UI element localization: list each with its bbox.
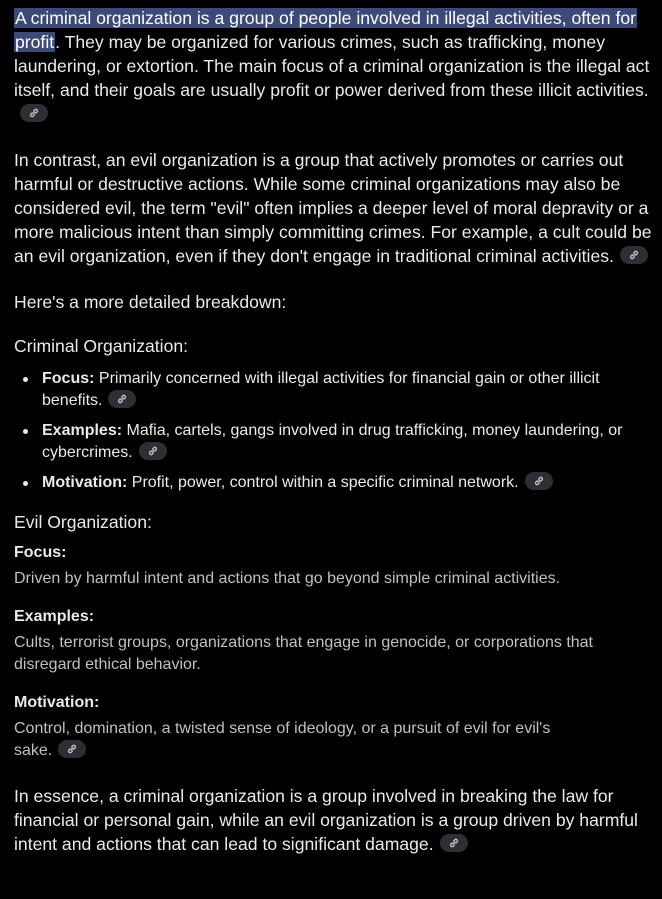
response-body <box>14 6 654 856</box>
link-icon <box>66 743 78 755</box>
source-link-button[interactable] <box>525 472 553 490</box>
evil-focus-label: Focus: <box>14 544 67 561</box>
item-text: Profit, power, control within a specific criminal network. <box>127 474 519 491</box>
item-label: Examples: <box>42 422 123 439</box>
evil-focus-text: Driven by harmful intent and actions that go beyond simple criminal activities. <box>14 570 561 587</box>
evil-examples-text: Cults, terrorist groups, organizations that engage in genocide, or corporations that disregard ethical behavior. <box>14 634 593 673</box>
highlighted-text: A criminal organization is a group of people involved in illegal activities, often for profit <box>15 8 637 52</box>
evil-motivation-label: Motivation: <box>14 694 100 711</box>
item-text: Primarily concerned with illegal activities for financial gain or other illicit benefits. <box>42 370 600 409</box>
source-link-button[interactable] <box>20 104 48 122</box>
evil-motivation-text: Control, domination, a twisted sense of ideology, or a pursuit of evil for evil's sake. <box>14 720 551 759</box>
source-link-button[interactable] <box>440 834 468 852</box>
link-icon <box>628 249 640 261</box>
criminal-heading: Criminal Organization: <box>14 336 189 356</box>
item-label: Motivation: <box>42 474 128 491</box>
intro-text: . They may be organized for various crimes, such as trafficking, money laundering, or extortion. The main focus of a criminal organization is the illegal act itself, and their goals are usually profit or power derived from these illicit activities. <box>14 32 650 100</box>
link-icon <box>533 475 545 487</box>
evil-examples-label: Examples: <box>14 608 95 625</box>
link-icon <box>28 107 40 119</box>
link-icon <box>448 837 460 849</box>
list-item <box>14 472 654 494</box>
link-icon <box>116 393 128 405</box>
contrast-paragraph <box>14 148 654 268</box>
link-icon <box>147 445 159 457</box>
criminal-list <box>14 368 654 494</box>
list-item <box>14 368 654 412</box>
source-link-button[interactable] <box>58 740 86 758</box>
evil-heading: Evil Organization: <box>14 512 152 532</box>
contrast-text: In contrast, an evil organization is a group that actively promotes or carries out harmful or destructive actions. While some criminal organizations may also be considered evil, the term "evil" often implies a deeper level of moral depravity or a more malicious intent than simply committing crimes. For example, a cult could be an evil organization, even if they don't engage in traditional criminal activities. <box>14 150 652 266</box>
list-item <box>14 420 654 464</box>
item-label: Focus: <box>42 370 95 387</box>
source-link-button[interactable] <box>108 390 136 408</box>
source-link-button[interactable] <box>139 442 167 460</box>
breakdown-intro: Here's a more detailed breakdown: <box>14 292 287 312</box>
conclusion-text: In essence, a criminal organization is a group involved in breaking the law for financial or personal gain, while an evil organization is a group driven by harmful intent and actions that can lead to significant damage. <box>14 786 638 854</box>
item-text: Mafia, cartels, gangs involved in drug trafficking, money laundering, or cybercrimes. <box>42 422 623 461</box>
conclusion-paragraph <box>14 784 654 856</box>
evil-motivation-paragraph <box>14 718 654 762</box>
source-link-button[interactable] <box>620 246 648 264</box>
intro-paragraph <box>14 6 654 126</box>
